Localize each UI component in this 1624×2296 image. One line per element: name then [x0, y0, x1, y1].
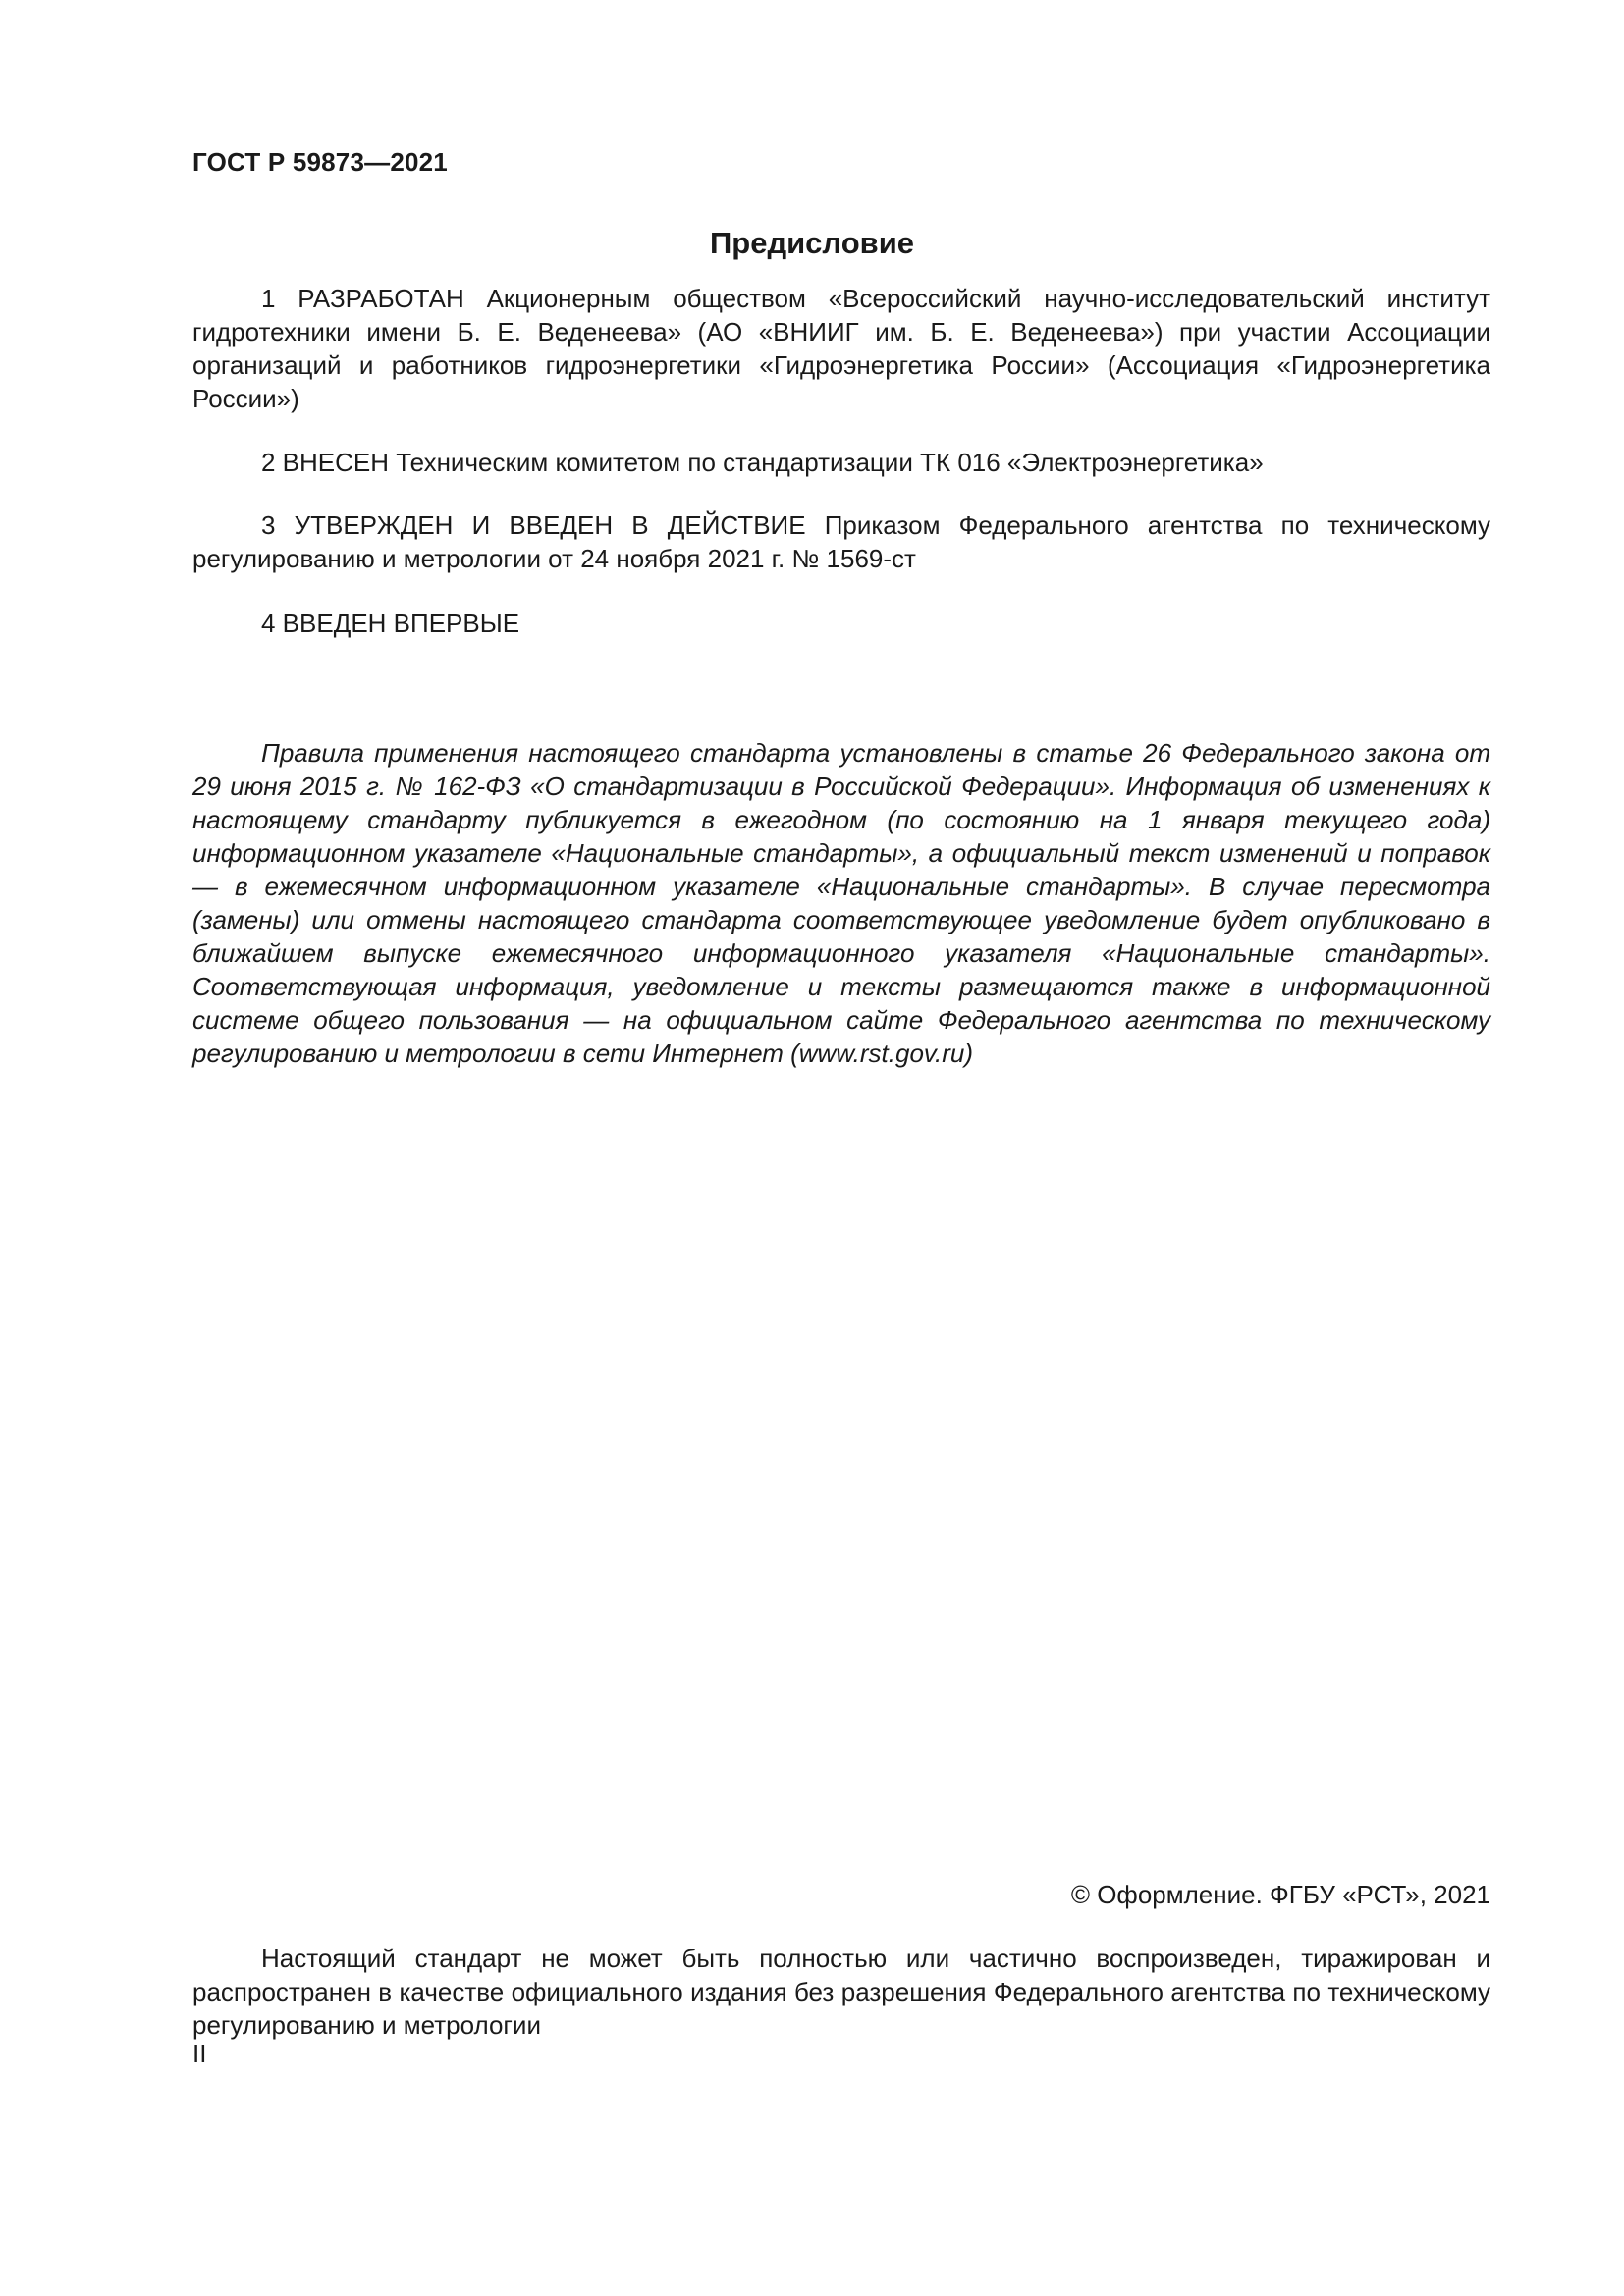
reproduction-paragraph: Настоящий стандарт не может быть полностью или частично воспроизведен, тиражирован и распространен в качестве официального издания без разрешения Федерального агентства по техническому регулированию и метрологии: [192, 1944, 1490, 2040]
notice-paragraph: Правила применения настоящего стандарта установлены в статье 26 Федерального закона от 29 июня 2015 г. № 162-ФЗ «О стандартизации в Российской Федерации». Информация об изменениях к настоящему стандарту публикуется в ежегодном (по состоянию на 1 января текущего года) информационном указателе «Национальные стандарты», а официальный текст изменений и поправок — в ежемесячном информационном указателе «Национальные стандарты». В случае пересмотра (замены) или отмены настоящего стандарта соответствующее уведомление будет опубликовано в ближайшем выпуске ежемесячного информационного указателя «Национальные стандарты». Соответствующая информация, уведомление и тексты размещаются также в информационной системе общего пользования — на официальном сайте Федерального агентства по техническому регулированию и метрологии в сети Интернет (www.rst.gov.ru): [192, 738, 1490, 1068]
page-title: Предисловие: [709, 226, 914, 260]
foreword-item-first-introduced: [192, 607, 1490, 640]
foreword-item-approved: [192, 508, 1490, 575]
standard-code: ГОСТ Р 59873—2021: [192, 147, 448, 177]
foreword-paragraph: 4 ВВЕДЕН ВПЕРВЫЕ: [261, 609, 520, 638]
foreword-item-developed: [192, 282, 1490, 415]
foreword-paragraph: 1 РАЗРАБОТАН Акционерным обществом «Всероссийский научно-исследовательский институт гидротехники имени Б. Е. Веденеева» (АО «ВНИИГ им. Б. Е. Веденеева») при участии Ассоциации организаций и работников гидроэнергетики «Гидроэнергетика России» (Ассоциация «Гидроэнергетика России»): [192, 284, 1490, 413]
reproduction-notice: [192, 1942, 1490, 2042]
foreword-paragraph: 3 УТВЕРЖДЕН И ВВЕДЕН В ДЕЙСТВИЕ Приказом Федерального агентства по техническому регулированию и метрологии от 24 ноября 2021 г. № 1569-ст: [192, 510, 1490, 573]
application-rules-notice: [192, 736, 1490, 1070]
page-number: II: [192, 2039, 207, 2068]
copyright-line: © Оформление. ФГБУ «РСТ», 2021: [1070, 1880, 1490, 1909]
foreword-item-introduced: [192, 446, 1490, 479]
foreword-paragraph: 2 ВНЕСЕН Техническим комитетом по стандартизации ТК 016 «Электроэнергетика»: [261, 448, 1264, 477]
